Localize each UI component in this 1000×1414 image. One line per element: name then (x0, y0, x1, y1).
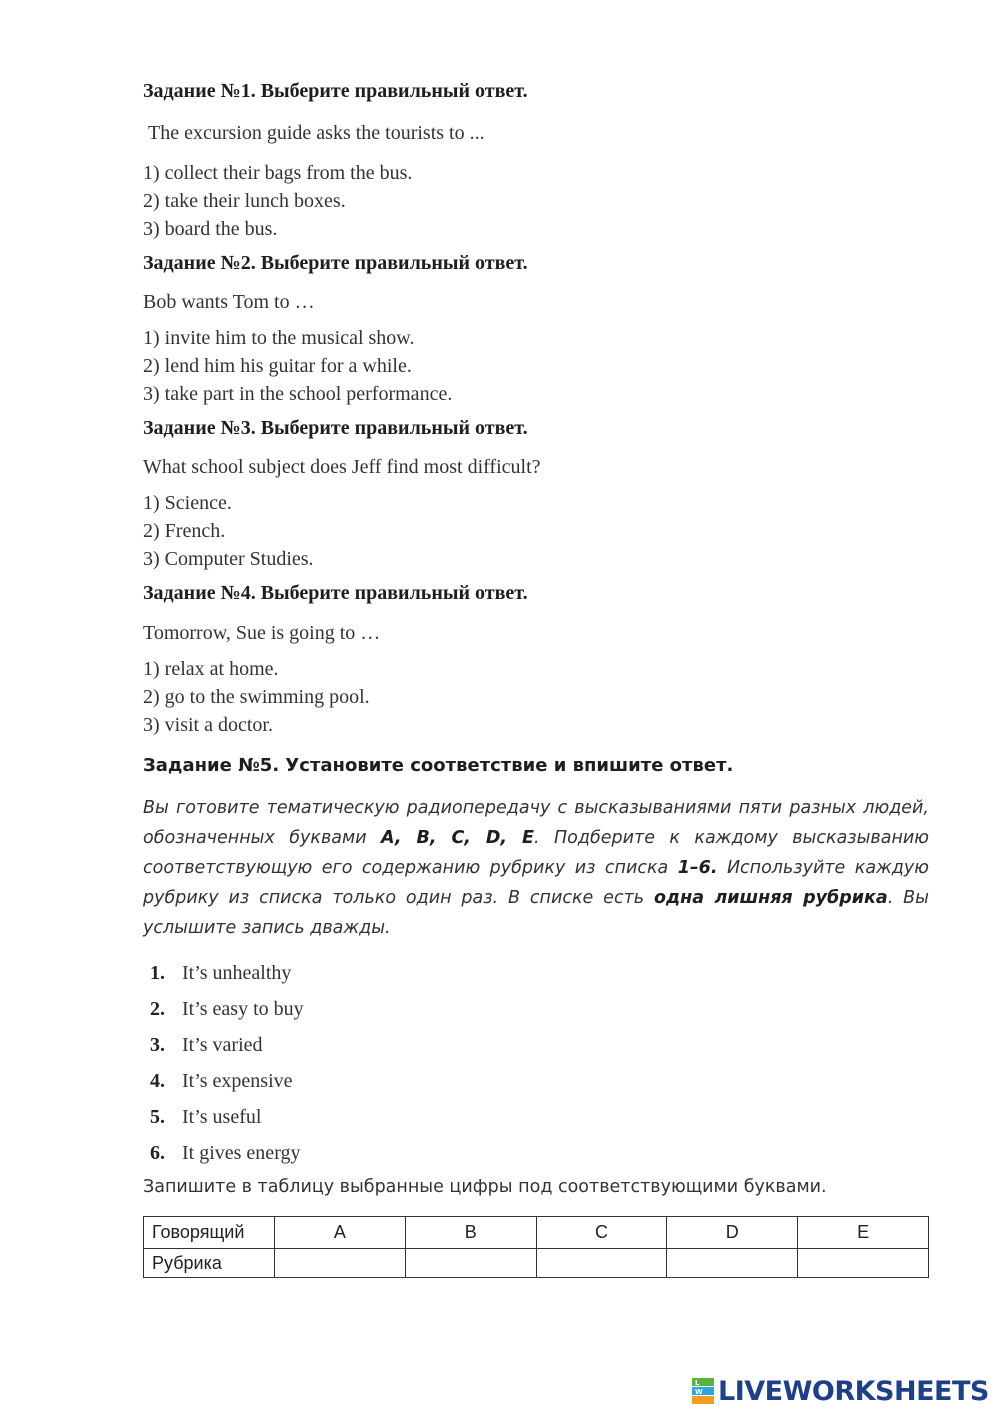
rubric-5-text: It’s useful (182, 1106, 262, 1128)
logo-mark-letter-l: L (695, 1379, 700, 1387)
task4-option-1: 1) relax at home. (143, 658, 279, 680)
table-row-speakers (144, 1217, 929, 1249)
task2-heading: Задание №2. Выберите правильный ответ. (143, 252, 528, 274)
task3-heading: Задание №3. Выберите правильный ответ. (143, 417, 528, 439)
rubric-4-text: It’s expensive (182, 1070, 293, 1092)
task3-option-2: 2) French. (143, 520, 226, 542)
rubric-6-number: 6. (150, 1142, 165, 1164)
liveworksheets-logo-icon (692, 1378, 714, 1404)
task3-question: What school subject does Jeff find most difficult? (143, 456, 541, 478)
speaker-label: Говорящий (144, 1217, 275, 1249)
task4-question: Tomorrow, Sue is going to … (143, 622, 381, 644)
rubric-6-text: It gives energy (182, 1142, 301, 1164)
rubric-label: Рубрика (144, 1249, 275, 1278)
instruction-range: 1–6. (677, 858, 718, 878)
task4-heading: Задание №4. Выберите правильный ответ. (143, 582, 528, 604)
rubric-4-number: 4. (150, 1070, 165, 1092)
instruction-letters: A, B, C, D, E (381, 828, 534, 848)
task1-option-2: 2) take their lunch boxes. (143, 190, 346, 212)
task4-option-3: 3) visit a doctor. (143, 714, 273, 736)
answer-table (143, 1216, 929, 1278)
logo-text: LIVEWORKSHEETS (718, 1375, 989, 1407)
instruction-part-1: Вы готовите тематическую радиопередачу с высказываниями пяти разных людей, обозначенных буквами (143, 798, 929, 848)
task2-option-2: 2) lend him his guitar for a while. (143, 355, 412, 377)
speaker-b: B (405, 1217, 536, 1249)
task1-heading: Задание №1. Выберите правильный ответ. (143, 80, 528, 102)
instruction-extra: одна лишняя рубрика (653, 888, 888, 908)
instruction-part-2: . Подберите к каждому высказыванию соответствующую его содержанию рубрику из списка (143, 828, 929, 878)
task1-question: The excursion guide asks the tourists to ... (148, 122, 485, 144)
answer-cell-a[interactable] (275, 1249, 406, 1278)
table-row-rubrics (144, 1249, 929, 1278)
rubric-3-text: It’s varied (182, 1034, 263, 1056)
task3-option-3: 3) Computer Studies. (143, 548, 314, 570)
rubric-1-text: It’s unhealthy (182, 962, 292, 984)
logo-mark-letter-w: W (695, 1388, 703, 1396)
speaker-e: E (798, 1217, 929, 1249)
table-instruction: Запишите в таблицу выбранные цифры под соответствующими буквами. (143, 1177, 827, 1197)
speaker-d: D (667, 1217, 798, 1249)
task4-option-2: 2) go to the swimming pool. (143, 686, 370, 708)
task5-instruction (143, 793, 929, 943)
rubric-1-number: 1. (150, 962, 165, 984)
rubric-2-number: 2. (150, 998, 165, 1020)
rubric-5-number: 5. (150, 1106, 165, 1128)
answer-cell-d[interactable] (667, 1249, 798, 1278)
speaker-c: C (536, 1217, 667, 1249)
task1-option-3: 3) board the bus. (143, 218, 278, 240)
task2-question: Bob wants Tom to … (143, 291, 315, 313)
rubric-2-text: It’s easy to buy (182, 998, 304, 1020)
instruction-part-3: Используйте каждую рубрику из списка только один раз. В списке есть (143, 858, 929, 908)
answer-cell-c[interactable] (536, 1249, 667, 1278)
task1-option-1: 1) collect their bags from the bus. (143, 162, 413, 184)
instruction-part-4: . Вы услышите запись дважды. (143, 888, 929, 938)
answer-cell-e[interactable] (798, 1249, 929, 1278)
rubric-3-number: 3. (150, 1034, 165, 1056)
task5-heading: Задание №5. Установите соответствие и впишите ответ. (143, 755, 734, 776)
task2-option-3: 3) take part in the school performance. (143, 383, 453, 405)
task3-option-1: 1) Science. (143, 492, 232, 514)
liveworksheets-logo (692, 1374, 989, 1408)
speaker-a: A (275, 1217, 406, 1249)
task2-option-1: 1) invite him to the musical show. (143, 327, 415, 349)
answer-cell-b[interactable] (405, 1249, 536, 1278)
